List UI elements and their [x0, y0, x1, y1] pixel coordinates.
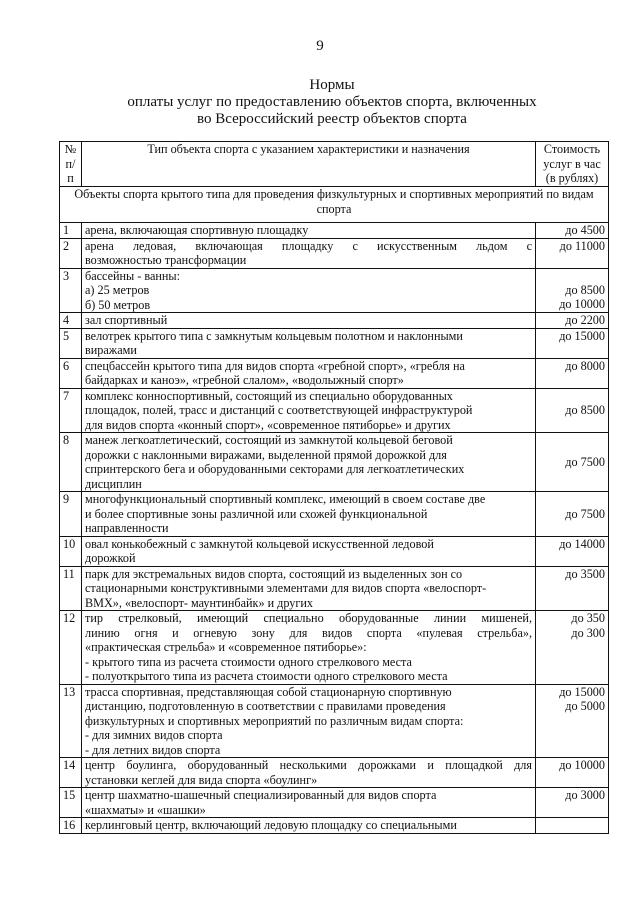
- description-line: дорожки с наклонными виражами, выделенной прямой дорожкой для: [85, 447, 447, 462]
- row-description: [82, 238, 536, 268]
- description-line: «шахматы» и «шашки»: [85, 802, 206, 817]
- row-description: [82, 388, 536, 433]
- description-line: а) 25 метров: [85, 283, 150, 297]
- description-line: парк для экстремальных видов спорта, состоящий из выделенных зон со: [85, 566, 463, 581]
- description-line: спецбассейн крытого типа для видов спорта «гребной спорт», «гребля на: [85, 358, 465, 373]
- row-number: 10: [60, 536, 82, 566]
- row-number: 9: [60, 492, 82, 537]
- description-line: стационарными конструктивными элементами для видов спорта «велоспорт-: [85, 581, 487, 595]
- cost-value: до 15000: [559, 328, 605, 343]
- description-line: центр боулинга, оборудованный несколькими дорожками и площадкой для: [85, 758, 532, 772]
- description-line: BMX», «велоспорт- маунтинбайк» и других: [85, 595, 314, 610]
- row-cost: [536, 684, 609, 758]
- cost-value: до 4500: [565, 223, 605, 237]
- description-line: овал конькобежный с замкнутой кольцевой искусственной ледовой: [85, 536, 434, 551]
- row-description: [82, 611, 536, 685]
- description-line: велотрек крытого типа с замкнутым кольцевым полотном и наклонными: [85, 328, 463, 343]
- description-line: «практическая стрельба» и «современное пятиборье»:: [85, 640, 367, 654]
- row-description: [82, 358, 536, 388]
- row-description: [82, 788, 536, 818]
- row-cost: [536, 566, 609, 611]
- cost-value: до 15000: [559, 684, 605, 699]
- row-number: 12: [60, 611, 82, 685]
- row-description: [82, 433, 536, 492]
- description-line: дисциплин: [85, 476, 142, 491]
- title-line-3: во Всероссийский реестр объектов спорта: [197, 111, 467, 127]
- description-line: арена, включающая спортивную площадку: [85, 223, 309, 237]
- row-cost: [536, 536, 609, 566]
- row-cost: [536, 788, 609, 818]
- row-number: 5: [60, 328, 82, 358]
- description-line: бассейны - ванны:: [85, 268, 180, 283]
- header-num: № п/п: [60, 142, 82, 187]
- description-line: трасса спортивная, представляющая собой стационарную спортивную: [85, 684, 452, 699]
- document-title: [0, 77, 640, 128]
- row-cost: [536, 492, 609, 537]
- row-number: 16: [60, 818, 82, 834]
- row-number: 8: [60, 433, 82, 492]
- description-line: для видов спорта «конный спорт», «современное пятиборье» и других: [85, 417, 451, 432]
- description-line: направленности: [85, 521, 169, 535]
- row-number: 15: [60, 788, 82, 818]
- description-line: керлинговый центр, включающий ледовую площадку со специальными: [85, 818, 457, 832]
- row-cost: [536, 433, 609, 492]
- row-number: 1: [60, 223, 82, 239]
- row-cost: [536, 268, 609, 313]
- description-line: байдарках и каноэ», «гребной слалом», «водолыжный спорт»: [85, 373, 404, 387]
- cost-value: до 8000: [565, 358, 605, 373]
- row-cost: [536, 388, 609, 433]
- table-row: [60, 313, 609, 329]
- table-row: [60, 684, 609, 758]
- row-number: 11: [60, 566, 82, 611]
- description-line: тир стрелковый, имеющий специально оборудованные линии мишеней,: [85, 611, 532, 625]
- table-row: [60, 238, 609, 268]
- description-line: многофункциональный спортивный комплекс, имеющий в своем составе две: [85, 492, 486, 506]
- row-description: [82, 684, 536, 758]
- row-number: 3: [60, 268, 82, 313]
- table-row: [60, 788, 609, 818]
- description-line: манеж легкоатлетический, состоящий из замкнутой кольцевой беговой: [85, 433, 453, 447]
- row-description: [82, 566, 536, 611]
- row-cost: [536, 238, 609, 268]
- description-line: - крытого типа из расчета стоимости одного стрелкового места: [85, 654, 412, 669]
- cost-value: до 11000: [559, 238, 605, 253]
- row-description: [82, 818, 536, 834]
- header-cost: Стоимость услуг в час (в рублях): [536, 142, 609, 187]
- cost-value: до 7500: [565, 454, 605, 469]
- description-line: физкультурных и спортивных мероприятий по различным видам спорта:: [85, 713, 464, 728]
- cost-value: до 8500: [565, 282, 605, 297]
- row-description: [82, 268, 536, 313]
- description-line: центр шахматно-шашечный специализированный для видов спорта: [85, 788, 437, 802]
- row-description: [82, 492, 536, 537]
- table-row: [60, 388, 609, 433]
- row-number: 4: [60, 313, 82, 329]
- description-line: комплекс конноспортивный, состоящий из специально оборудованных: [85, 388, 453, 403]
- title-line-1: Нормы: [309, 77, 355, 93]
- description-line: дорожкой: [85, 551, 136, 565]
- row-number: 2: [60, 238, 82, 268]
- cost-value: до 8500: [565, 403, 605, 417]
- row-number: 6: [60, 358, 82, 388]
- row-number: 13: [60, 684, 82, 758]
- row-description: [82, 328, 536, 358]
- row-cost: [536, 358, 609, 388]
- table-row: [60, 536, 609, 566]
- cost-value: до 300: [571, 625, 605, 640]
- description-line: арена ледовая, включающая площадку с искусственным льдом с: [85, 238, 532, 253]
- section-heading: Объекты спорта крытого типа для проведения физкультурных и спортивных мероприятий по видам спорта: [60, 187, 609, 223]
- row-description: [82, 313, 536, 329]
- cost-value: до 14000: [559, 536, 605, 551]
- norms-table: [59, 141, 609, 834]
- table-row: [60, 268, 609, 313]
- description-line: - для летних видов спорта: [85, 742, 221, 757]
- description-line: площадок, полей, трасс и дистанций с соответствующей инфраструктурой: [85, 403, 473, 417]
- table-row: [60, 223, 609, 239]
- description-line: б) 50 метров: [85, 297, 151, 312]
- table-row: [60, 492, 609, 537]
- row-number: 7: [60, 388, 82, 433]
- description-line: возможностью трансформации: [85, 253, 247, 267]
- description-line: и более спортивные зоны различной или схожей функциональной: [85, 506, 428, 521]
- cost-value: до 350: [571, 611, 605, 625]
- table-row: [60, 611, 609, 685]
- cost-value: до 10000: [559, 758, 605, 772]
- cost-value: до 3000: [565, 788, 605, 802]
- table-row: [60, 328, 609, 358]
- description-line: зал спортивный: [85, 313, 168, 327]
- description-line: спринтерского бега и оборудованными секторами для легкоатлетических: [85, 462, 465, 476]
- cost-value: до 5000: [565, 699, 605, 713]
- description-line: дистанцию, подготовленную в соответствии с правилами проведения: [85, 699, 446, 713]
- header-type: Тип объекта спорта с указанием характеристики и назначения: [82, 142, 536, 187]
- row-cost: [536, 758, 609, 788]
- description-line: линию огня и огневую зону для видов спорта «пулевая стрельба»,: [85, 625, 532, 640]
- row-description: [82, 758, 536, 788]
- table-row: [60, 433, 609, 492]
- row-description: [82, 223, 536, 239]
- table-row: [60, 758, 609, 788]
- row-cost: [536, 313, 609, 329]
- page-number: 9: [316, 38, 324, 54]
- table-row: [60, 358, 609, 388]
- cost-value: до 10000: [559, 297, 605, 311]
- row-cost: [536, 223, 609, 239]
- cost-value: до 2200: [565, 313, 605, 327]
- cost-value: до 3500: [565, 566, 605, 581]
- table-row: [60, 818, 609, 834]
- row-number: 14: [60, 758, 82, 788]
- table-body: [60, 187, 609, 834]
- row-description: [82, 536, 536, 566]
- description-line: виражами: [85, 343, 137, 357]
- description-line: установки кеглей для вида спорта «боулинг»: [85, 772, 318, 787]
- table-row: [60, 566, 609, 611]
- description-line: - полуоткрытого типа из расчета стоимости одного стрелкового места: [85, 669, 448, 683]
- description-line: - для зимних видов спорта: [85, 728, 223, 742]
- title-line-2: оплаты услуг по предоставлению объектов спорта, включенных: [127, 94, 537, 110]
- row-cost: [536, 328, 609, 358]
- row-cost: [536, 818, 609, 834]
- row-cost: [536, 611, 609, 685]
- cost-value: до 7500: [565, 506, 605, 521]
